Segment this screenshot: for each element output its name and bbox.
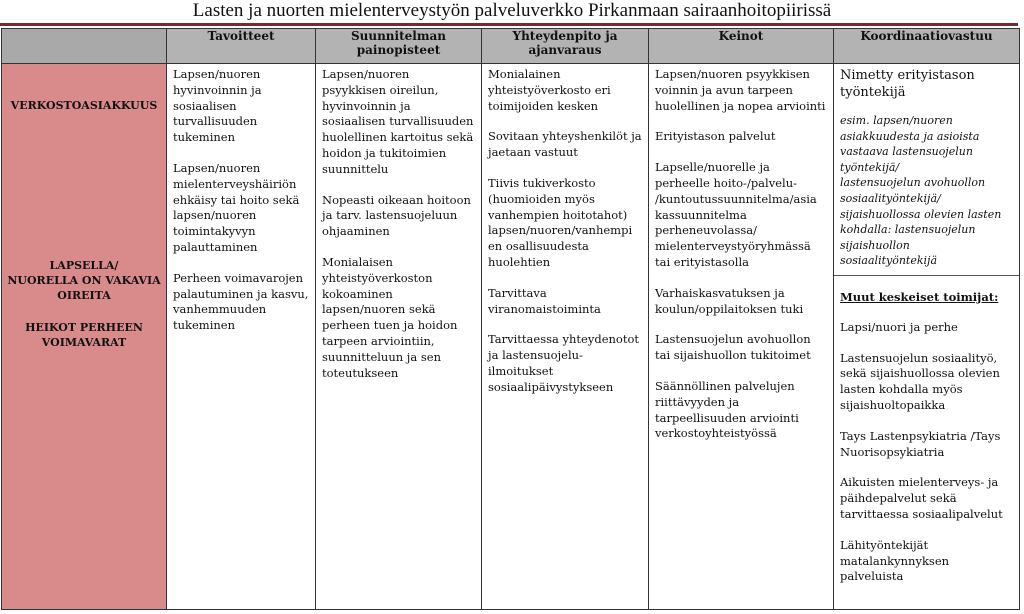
other-actor-item: Lastensuojelun sosiaalityö, sekä sijaishuollossa olevien lasten kohdalla myös sijaishuoltopaikka — [840, 350, 1000, 412]
category-cell — [2, 64, 167, 610]
named-worker-examples: esim. lapsen/nuoren asiakkuudesta ja asioista vastaava lastensuojelun työntekijä/ lastensuojelun avohuollon sosiaalityöntekijä/ sijaishuollossa olevien lasten kohdalla: lastensuojelun sijaishuollon sosiaalityöntekijä — [840, 114, 1002, 268]
keinot-cell — [649, 64, 834, 610]
title-underline — [0, 23, 1018, 26]
keinot-item: Erityistason palvelut — [655, 129, 776, 144]
page-title: Lasten ja nuorten mielenterveystyön palveluverkko Pirkanmaan sairaanhoitopiirissä — [192, 0, 832, 21]
suunnitelman-item: Nopeasti oikeaan hoitoon ja tarv. lastensuojeluun ohjaaminen — [322, 192, 471, 239]
yhteydenpito-item: Tarvittaessa yhteydenotot ja lastensuojelu- ilmoitukset sosiaalipäivystykseen — [488, 332, 640, 394]
keinot-item: Lapselle/nuorelle ja perheelle hoito-/palvelu- /kuntoutussuunnitelma/asia kassuunnitelma perheneuvolassa/ mielenterveystyöryhmässä tai erityistasolla — [655, 160, 817, 269]
tavoitteet-item: Perheen voimavarojen palautuminen ja kasvu, vanhemmuuden tukeminen — [173, 270, 309, 333]
header-suunnitelman-painopisteet: Suunnitelman painopisteet — [316, 29, 482, 64]
service-network-table — [1, 28, 1020, 610]
yhteydenpito-item: Sovitaan yhteyshenkilöt ja jaetaan vastuut — [488, 129, 642, 160]
other-actor-item: Lähityöntekijät matalankynnyksen palveluista — [840, 537, 950, 584]
other-actors-heading: Muut keskeiset toimijat: — [840, 289, 999, 304]
other-actor-item: Lapsi/nuori ja perhe — [840, 319, 958, 334]
other-actor-item: Aikuisten mielenterveys- ja päihdepalvelut sekä tarvittaessa sosiaalipalvelut — [840, 475, 1003, 521]
header-blank-cell — [2, 29, 167, 64]
suunnitelman-cell — [316, 64, 482, 610]
keinot-item: Varhaiskasvatuksen ja koulun/oppilaitoksen tuki — [655, 285, 804, 316]
content-row — [2, 64, 1020, 610]
header-yhteydenpito-ajanvaraus: Yhteydenpito ja ajanvaraus — [482, 29, 649, 64]
yhteydenpito-item: Tarvittava viranomaistoiminta — [488, 285, 601, 316]
tavoitteet-item: Lapsen/nuoren mielenterveyshäiriön ehkäisy tai hoito sekä lapsen/nuoren toimintakyvyn palauttaminen — [173, 160, 300, 254]
koordinaatio-cell — [834, 64, 1020, 610]
section-divider — [834, 275, 1019, 276]
suunnitelman-item: Lapsen/nuoren psyykkisen oireilun, hyvinvoinnin ja sosiaalisen turvallisuuden huolellinen kartoitus sekä hoidon ja tukitoimien suunnittelu — [322, 67, 474, 176]
category-heikot-voimavarat: HEIKOT PERHEEN VOIMAVARAT — [25, 321, 143, 349]
tavoitteet-item: Lapsen/nuoren hyvinvoinnin ja sosiaalisen turvallisuuden tukeminen — [173, 67, 262, 145]
yhteydenpito-item: Monialainen yhteistyöverkosto eri toimijoiden kesken — [488, 67, 611, 113]
header-row — [2, 29, 1020, 64]
keinot-item: Säännöllinen palvelujen riittävyyden ja tarpeellisuuden arviointi verkostoyhteistyössä — [655, 378, 799, 441]
header-keinot: Keinot — [649, 29, 834, 64]
category-verkostoasiakkuus: VERKOSTOASIAKKUUS — [10, 99, 158, 112]
tavoitteet-cell — [167, 64, 316, 610]
keinot-item: Lapsen/nuoren psyykkisen voinnin ja avun tarpeen huolellinen ja nopea arviointi — [655, 67, 826, 113]
yhteydenpito-cell — [482, 64, 649, 610]
other-actor-item: Tays Lastenpsykiatria /Tays Nuorisopsykiatria — [840, 428, 1001, 459]
yhteydenpito-item: Tiivis tukiverkosto (huomioiden myös vanhempien hoitotahot) lapsen/nuoren/vanhempi en osallisuudesta huolehtien — [488, 175, 633, 269]
header-koordinaatiovastuu: Koordinaatiovastuu — [834, 29, 1020, 64]
category-vakavia-oireita: LAPSELLA/ NUORELLA ON VAKAVIA OIREITA — [7, 259, 161, 302]
suunnitelman-item: Monialaisen yhteistyöverkoston kokoaminen lapsen/nuoren sekä perheen tuen ja hoidon tarpeen arviointiin, suunnitteluun ja sen toteutukseen — [322, 254, 458, 380]
header-tavoitteet: Tavoitteet — [167, 29, 316, 64]
keinot-item: Lastensuojelun avohuollon tai sijaishuollon tukitoimet — [655, 332, 811, 363]
named-worker-heading: Nimetty erityistason työntekijä — [840, 68, 975, 100]
